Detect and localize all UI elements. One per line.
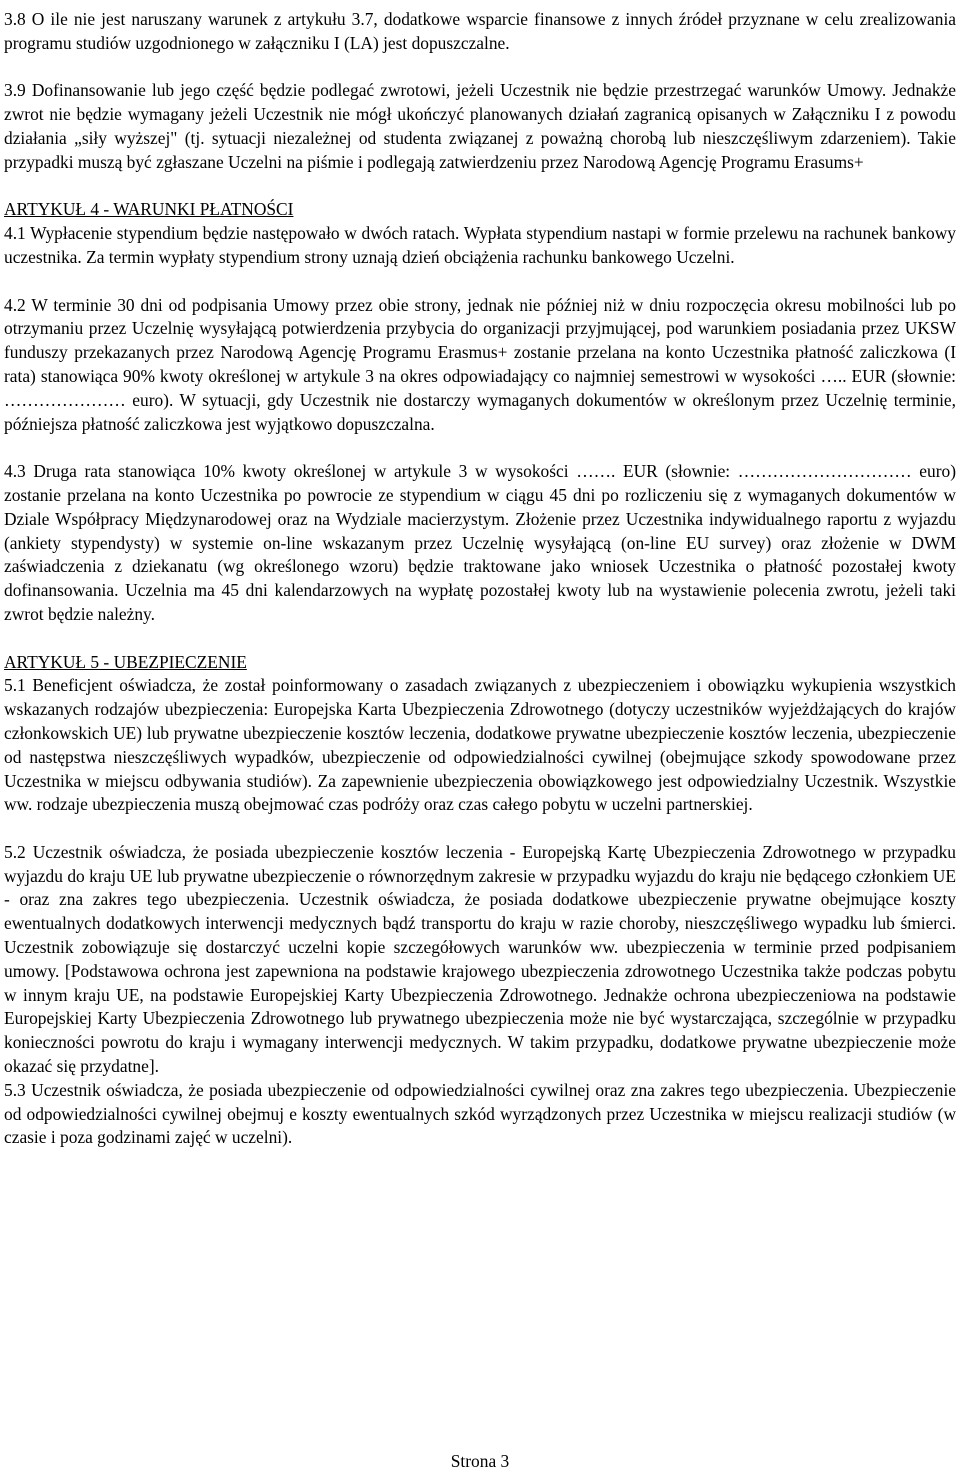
- paragraph-4-3: 4.3 Druga rata stanowiąca 10% kwoty określonej w artykule 3 w wysokości ……. EUR (słownie: ………………………… euro) zostanie przelana na konto Uczestnika po powrocie ze stypendium w ciągu 45 dni po rozliczeniu się z wymaganych dokumentów w Dziale Współpracy Międzynarodowej oraz na Wydziale macierzystym. Złożenie przez Uczestnika indywidualnego raportu z wyjazdu (ankiety stypendysty) w systemie on-line wskazanym przez Uczelnię wysyłającą (on-line EU survey) oraz złożenie w DWM zaświadczenia z dziekanatu (wg określonego wzoru) będzie traktowane jako wniosek Uczestnika o płatność pozostałej kwoty dofinansowania. Uczelnia ma 45 dni kalendarzowych na wypłatę pozostałej kwoty lub na wystawienie polecenia zwrotu, jeżeli taki zwrot będzie należny.: [4, 461, 956, 624]
- paragraph-3-9: 3.9 Dofinansowanie lub jego część będzie podlegać zwrotowi, jeżeli Uczestnik nie będzie przestrzegać warunków Umowy. Jednakże zwrot nie będzie wymagany jeżeli Uczestnik nie mógł ukończyć planowanych działań zagranicą opisanych w Załączniku I z powodu działania „siły wyższej" (tj. sytuacji niezależnej od studenta związanej z poważną chorobą lub nieszczęśliwym zdarzeniem). Takie przypadki muszą być zgłaszane Uczelni na piśmie i podlegają zatwierdzeniu przez Narodową Agencję Programu Erasums+: [4, 80, 956, 172]
- paragraph-5-1: 5.1 Beneficjent oświadcza, że został poinformowany o zasadach związanych z ubezpieczeniem i obowiązku wykupienia wszystkich wskazanych rodzajów ubezpieczenia: Europejska Karta Ubezpieczenia Zdrowotnego (dotyczy uczestników wyjeżdżających do krajów członkowskich UE) lub prywatne ubezpieczenie kosztów leczenia, dodatkowe prywatne ubezpieczenie kosztów leczenia, ubezpieczenie od następstwa nieszczęśliwych wypadków, ubezpieczenie od odpowiedzialności cywilnej (obejmujące szkody spowodowane przez Uczestnika w miejscu odbywania studiów). Za zapewnienie ubezpieczenia obowiązkowego jest odpowiedzialny Uczestnik. Wszystkie ww. rodzaje ubezpieczenia muszą obejmować czas podróży oraz czas całego pobytu w uczelni partnerskiej.: [4, 675, 956, 815]
- page-number: Strona 3: [450, 1451, 510, 1471]
- paragraph-4-1: 4.1 Wypłacenie stypendium będzie następowało w dwóch ratach. Wypłata stypendium nastapi w formie przelewu na rachunek bankowy uczestnika. Za termin wypłaty stypendium strony uznają dzień obciążenia rachunku bankowego Uczelni.: [4, 223, 956, 267]
- paragraph-5-3: 5.3 Uczestnik oświadcza, że posiada ubezpieczenie od odpowiedzialności cywilnej oraz zna zakres tego ubezpieczenia. Ubezpieczenie od odpowiedzialności cywilnej obejmuj e koszty ewentualnych szkód wyrządzonych przez Uczestnika w miejscu realizacji studiów (w czasie i poza godzinami zajęć w uczelni).: [4, 1079, 956, 1148]
- paragraph-3-8: 3.8 O ile nie jest naruszany warunek z artykułu 3.7, dodatkowe wsparcie finansowe z innych źródeł przyznane w celu zrealizowania programu studiów uzgodnionego w załączniku I (LA) jest dopuszczalne.: [4, 9, 956, 53]
- heading-article-5: ARTYKUŁ 5 - UBEZPIECZENIE: [4, 651, 247, 672]
- paragraph-4-2: 4.2 W terminie 30 dni od podpisania Umowy przez obie strony, jednak nie później niż w dniu rozpoczęcia okresu mobilności lub po otrzymaniu przez Uczelnię wysyłającą potwierdzenia przybycia do organizacji przyjmującej, pod warunkiem posiadania przez UKSW funduszy przekazanych przez Narodową Agencję Programu Erasmus+ zostanie przelana na konto Uczestnika płatność zaliczkowa (I rata) stanowiąca 90% kwoty określonej w artykule 3 na okres odpowiadający co najmniej semestrowi w wysokości ….. EUR (słownie: ………………… euro). W sytuacji, gdy Uczestnik nie dostarczy wymaganych dokumentów w określonym przez Uczelnię terminie, późniejsza płatność zaliczkowa jest wyjątkowo dopuszczalna.: [4, 294, 956, 434]
- paragraph-5-2: 5.2 Uczestnik oświadcza, że posiada ubezpieczenie kosztów leczenia - Europejską Kartę Ubezpieczenia Zdrowotnego w przypadku wyjazdu do kraju UE lub prywatne ubezpieczenie o równorzędnym zakresie w przypadku wyjazdu do kraju nie będącego członkiem UE - oraz zna zakres tego ubezpieczenia. Uczestnik oświadcza, że posiada dodatkowe ubezpieczenie prywatne obejmujące koszty ewentualnych dodatkowych interwencji medycznych bądź transportu do kraju w razie choroby, nieszczęśliwego wypadku lub śmierci. Uczestnik zobowiązuje się dostarczyć uczelni kopie szczegółowych warunków ww. ubezpieczenia w terminie przed podpisaniem umowy. [Podstawowa ochrona jest zapewniona na podstawie krajowego ubezpieczenia zdrowotnego Uczestnika także podczas pobytu w innym kraju UE, na podstawie Europejskiej Karty Ubezpieczenia Zdrowotnego. Jednakże ochrona ubezpieczeniowa na podstawie Europejskiej Karty Ubezpieczenia Zdrowotnego lub prywatnego ubezpieczenia może nie być wystarczająca, szczególnie w przypadku konieczności powrotu do kraju i wymagany interwencji medycznych. W takim przypadku, dodatkowe prywatne ubezpieczenie może okazać się przydatne].: [4, 841, 956, 1077]
- heading-article-4: ARTYKUŁ 4 - WARUNKI PŁATNOŚCI: [4, 199, 294, 220]
- document-page: [4, 8, 956, 1150]
